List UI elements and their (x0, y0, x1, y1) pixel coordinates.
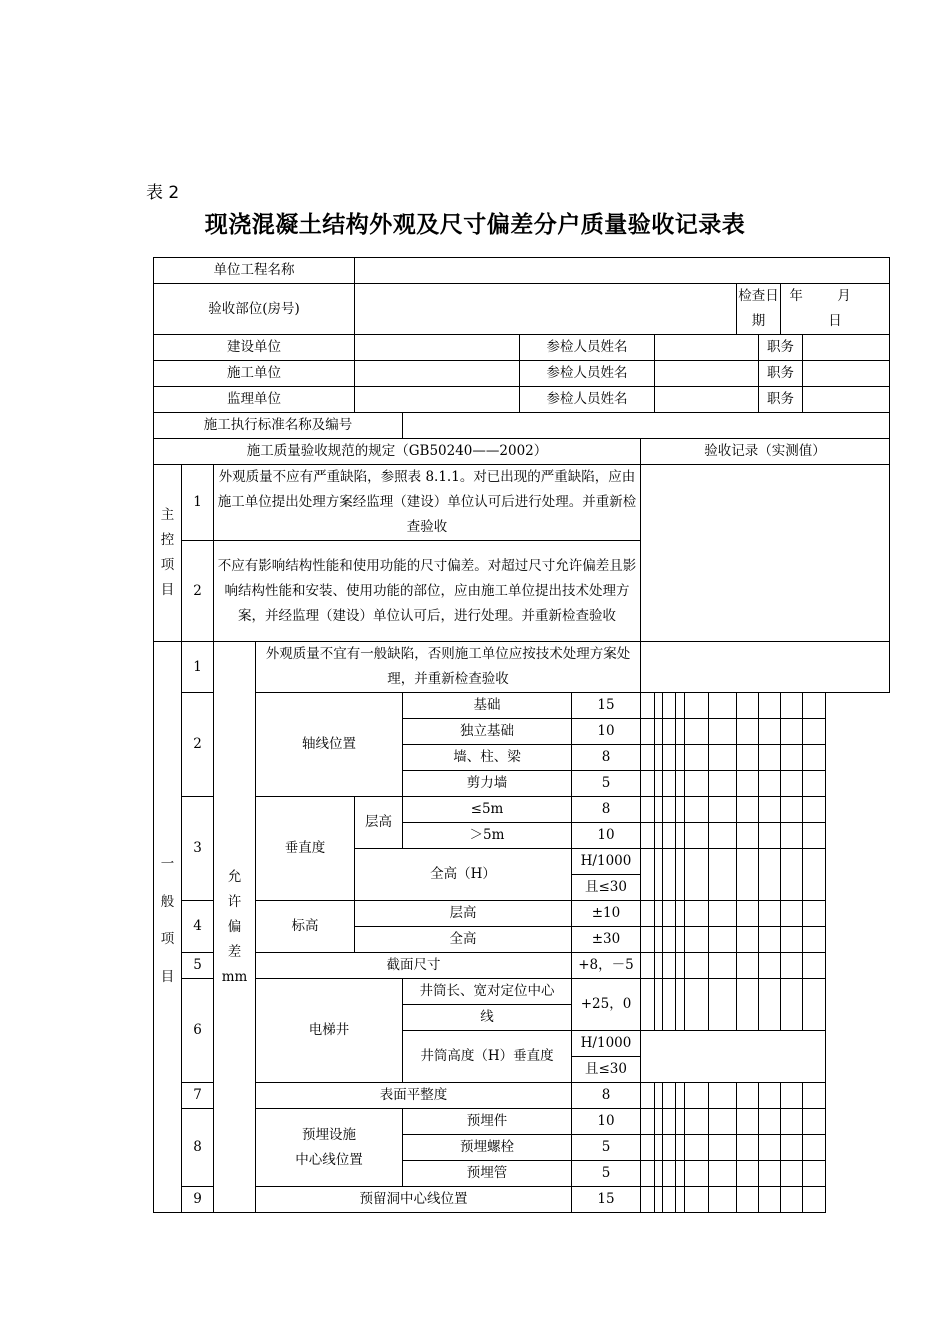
measure-cell[interactable] (737, 719, 759, 745)
verticality-label: 垂直度 (256, 797, 355, 901)
measure-cell[interactable] (676, 1187, 685, 1213)
reserved-hole-label: 预留洞中心线位置 (256, 1187, 572, 1213)
measure-cell[interactable] (759, 953, 781, 979)
tolerance-value: ±10 (572, 901, 641, 927)
document-title: 现浇混凝土结构外观及尺寸偏差分户质量验收记录表 (204, 212, 746, 238)
measure-cell[interactable] (737, 849, 759, 901)
tolerance-value: ±30 (572, 927, 641, 953)
measure-cell[interactable] (803, 1109, 826, 1135)
measure-cell[interactable] (685, 719, 709, 745)
measure-cell[interactable] (781, 745, 803, 771)
measure-cell[interactable] (641, 953, 655, 979)
measure-cell[interactable] (663, 927, 676, 953)
measure-cell[interactable] (676, 901, 685, 927)
measure-cell[interactable] (655, 1187, 663, 1213)
measure-cell[interactable] (655, 771, 663, 797)
duty-field[interactable] (803, 361, 890, 387)
measure-cell[interactable] (759, 693, 781, 719)
measure-cell[interactable] (803, 953, 826, 979)
tolerance-value: H/1000 (572, 1031, 641, 1057)
measure-cell[interactable] (737, 901, 759, 927)
measure-cell[interactable] (663, 771, 676, 797)
measure-cell[interactable] (655, 927, 663, 953)
measure-cell[interactable] (663, 1083, 676, 1109)
measure-cell[interactable] (655, 1135, 663, 1161)
sub-label: 独立基础 (403, 719, 572, 745)
measure-cell[interactable] (803, 979, 826, 1031)
measure-cell[interactable] (781, 1109, 803, 1135)
accept-part-label: 验收部位(房号) (154, 284, 355, 335)
measure-cell[interactable] (759, 1083, 781, 1109)
sub-label: 墙、柱、梁 (403, 745, 572, 771)
full-height-label: 全高（H） (355, 849, 572, 901)
measure-cell[interactable] (781, 693, 803, 719)
tolerance-value: 10 (572, 719, 641, 745)
unit-project-field[interactable] (355, 258, 890, 284)
measure-cell[interactable] (803, 719, 826, 745)
item-number: 7 (182, 1083, 214, 1109)
measure-cell[interactable] (759, 1109, 781, 1135)
sub-label-continued: 线 (403, 1005, 572, 1031)
measure-cell[interactable] (685, 901, 709, 927)
measure-cell[interactable] (737, 1083, 759, 1109)
measure-cell[interactable] (641, 1161, 655, 1187)
measure-cell[interactable] (663, 823, 676, 849)
measure-cell[interactable] (641, 901, 655, 927)
measure-cell[interactable] (655, 953, 663, 979)
measure-cell[interactable] (737, 771, 759, 797)
measure-cell[interactable] (709, 719, 737, 745)
measure-cell[interactable] (641, 719, 655, 745)
measure-cell[interactable] (663, 1187, 676, 1213)
duty-label: 职务 (759, 335, 803, 361)
check-date-label: 检查日期 (737, 284, 781, 335)
date-month: 月 (837, 288, 851, 304)
measure-cell[interactable] (676, 771, 685, 797)
tolerance-value: 8 (572, 745, 641, 771)
measure-cell[interactable] (709, 823, 737, 849)
tolerance-value: 15 (572, 693, 641, 719)
measure-cell[interactable] (641, 1109, 655, 1135)
item-number: 9 (182, 1187, 214, 1213)
measure-cell[interactable] (737, 927, 759, 953)
measure-cell[interactable] (759, 1187, 781, 1213)
measure-cell[interactable] (663, 979, 676, 1031)
measure-cell[interactable] (663, 901, 676, 927)
tolerance-label: 允 许 偏 差 mm (214, 642, 256, 1213)
measure-cell[interactable] (781, 771, 803, 797)
general-item-1-record[interactable] (641, 642, 890, 693)
general-item-1-text: 外观质量不宜有一般缺陷，否则施工单位应按技术处理方案处理，并重新检查验收 (256, 642, 641, 693)
spec-header: 施工质量验收规范的规定（GB50240——2002） (154, 439, 641, 465)
duty-field[interactable] (803, 335, 890, 361)
measure-cell[interactable] (709, 901, 737, 927)
measure-cell[interactable] (781, 823, 803, 849)
accept-part-field[interactable] (355, 284, 737, 335)
measure-cell[interactable] (803, 1083, 826, 1109)
sub-label: 预埋管 (403, 1161, 572, 1187)
measure-cell[interactable] (655, 901, 663, 927)
tolerance-value: 且≤30 (572, 1057, 641, 1083)
elevation-label: 标高 (256, 901, 355, 953)
axis-position-label: 轴线位置 (256, 693, 403, 797)
measure-cell[interactable] (641, 797, 655, 823)
measure-cell[interactable] (685, 979, 709, 1031)
measure-cell[interactable] (803, 693, 826, 719)
measure-cell[interactable] (737, 953, 759, 979)
general-group-label: 一 般 项 目 (154, 642, 182, 1213)
builder-unit-label: 施工单位 (154, 361, 355, 387)
measure-cell[interactable] (655, 849, 663, 901)
measure-cell[interactable] (641, 849, 655, 901)
sub-label: 剪力墙 (403, 771, 572, 797)
measure-cell[interactable] (685, 927, 709, 953)
standard-field[interactable] (403, 413, 890, 439)
tolerance-value: 10 (572, 823, 641, 849)
item-number: 8 (182, 1109, 214, 1187)
measure-cell[interactable] (709, 979, 737, 1031)
measure-cell[interactable] (781, 849, 803, 901)
date-day: 日 (828, 313, 842, 329)
measure-cell[interactable] (709, 745, 737, 771)
measure-cell[interactable] (685, 693, 709, 719)
sub-label: 层高 (355, 901, 572, 927)
measure-cell[interactable] (781, 953, 803, 979)
measure-cell[interactable] (737, 1187, 759, 1213)
measure-cell[interactable] (759, 797, 781, 823)
measure-cell-merged[interactable] (641, 1031, 826, 1083)
measure-cell[interactable] (803, 849, 826, 901)
measure-cell[interactable] (685, 745, 709, 771)
measure-cell[interactable] (676, 953, 685, 979)
sub-label: 全高 (355, 927, 572, 953)
measure-cell[interactable] (641, 693, 655, 719)
measure-cell[interactable] (709, 953, 737, 979)
measure-cell[interactable] (759, 771, 781, 797)
measure-cell[interactable] (663, 1109, 676, 1135)
embedded-facility-label: 预埋设施 中心线位置 (256, 1109, 403, 1187)
measure-cell[interactable] (676, 1161, 685, 1187)
measure-cell[interactable] (663, 719, 676, 745)
measure-cell[interactable] (676, 823, 685, 849)
tolerance-value: +8，－5 (572, 953, 641, 979)
item-number: 5 (182, 953, 214, 979)
item-number: 2 (182, 541, 214, 642)
measure-cell[interactable] (641, 771, 655, 797)
measure-cell[interactable] (641, 823, 655, 849)
main-items-record-field[interactable] (641, 465, 890, 642)
measure-cell[interactable] (709, 849, 737, 901)
construction-unit-field[interactable] (355, 335, 520, 361)
record-header: 验收记录（实测值） (641, 439, 890, 465)
tolerance-value: 15 (572, 1187, 641, 1213)
inspector-name-field[interactable] (655, 361, 759, 387)
measure-cell[interactable] (641, 1135, 655, 1161)
measure-cell[interactable] (676, 797, 685, 823)
measure-cell[interactable] (737, 1161, 759, 1187)
inspector-name-field[interactable] (655, 387, 759, 413)
measure-cell[interactable] (803, 823, 826, 849)
measure-cell[interactable] (663, 849, 676, 901)
measure-cell[interactable] (663, 745, 676, 771)
measure-cell[interactable] (781, 1083, 803, 1109)
measure-cell[interactable] (655, 719, 663, 745)
measure-cell[interactable] (759, 849, 781, 901)
measure-cell[interactable] (685, 1109, 709, 1135)
measure-cell[interactable] (709, 1083, 737, 1109)
tolerance-value: 8 (572, 1083, 641, 1109)
item-number: 2 (182, 693, 214, 797)
builder-unit-field[interactable] (355, 361, 520, 387)
item-number: 1 (182, 642, 214, 693)
construction-unit-label: 建设单位 (154, 335, 355, 361)
measure-cell[interactable] (803, 745, 826, 771)
measure-cell[interactable] (685, 1083, 709, 1109)
measure-cell[interactable] (676, 1109, 685, 1135)
measure-cell[interactable] (709, 1161, 737, 1187)
measure-cell[interactable] (655, 823, 663, 849)
measure-cell[interactable] (655, 1083, 663, 1109)
measure-cell[interactable] (737, 1135, 759, 1161)
measure-cell[interactable] (676, 979, 685, 1031)
duty-label: 职务 (759, 387, 803, 413)
measure-cell[interactable] (663, 693, 676, 719)
measure-cell[interactable] (759, 1135, 781, 1161)
measure-cell[interactable] (641, 745, 655, 771)
item-number: 1 (182, 465, 214, 541)
measure-cell[interactable] (709, 1135, 737, 1161)
section-size-label: 截面尺寸 (256, 953, 572, 979)
measure-cell[interactable] (759, 901, 781, 927)
measure-cell[interactable] (676, 693, 685, 719)
measure-cell[interactable] (685, 953, 709, 979)
measure-cell[interactable] (759, 719, 781, 745)
inspector-name-field[interactable] (655, 335, 759, 361)
measure-cell[interactable] (685, 849, 709, 901)
measure-cell[interactable] (655, 1109, 663, 1135)
measure-cell[interactable] (781, 1187, 803, 1213)
tolerance-value: 且≤30 (572, 875, 641, 901)
measure-cell[interactable] (737, 979, 759, 1031)
measure-cell[interactable] (737, 1109, 759, 1135)
table-number-label: 表 2 (146, 183, 180, 203)
measure-cell[interactable] (655, 1161, 663, 1187)
measure-cell[interactable] (663, 1135, 676, 1161)
measure-cell[interactable] (781, 719, 803, 745)
measure-cell[interactable] (737, 693, 759, 719)
measure-cell[interactable] (759, 927, 781, 953)
measure-cell[interactable] (641, 1187, 655, 1213)
measure-cell[interactable] (685, 797, 709, 823)
measure-cell[interactable] (685, 1187, 709, 1213)
main-item-2-text: 不应有影响结构性能和使用功能的尺寸偏差。对超过尺寸允许偏差且影响结构性能和安装、使用功能的部位，应由施工单位提出技术处理方案，并经监理（建设）单位认可后，进行处理。并重新检查验收 (214, 541, 641, 642)
sub-label: 井筒长、宽对定位中心 (403, 979, 572, 1005)
elevator-shaft-label: 电梯井 (256, 979, 403, 1083)
measure-cell[interactable] (685, 1135, 709, 1161)
measure-cell[interactable] (803, 1187, 826, 1213)
measure-cell[interactable] (709, 693, 737, 719)
measure-cell[interactable] (663, 797, 676, 823)
measure-cell[interactable] (781, 797, 803, 823)
measure-cell[interactable] (655, 979, 663, 1031)
measure-cell[interactable] (709, 1187, 737, 1213)
sub-label: ≤5m (403, 797, 572, 823)
check-date-field[interactable] (781, 284, 890, 335)
measure-cell[interactable] (737, 745, 759, 771)
measure-cell[interactable] (663, 953, 676, 979)
measure-cell[interactable] (737, 797, 759, 823)
measure-cell[interactable] (676, 927, 685, 953)
measure-cell[interactable] (709, 927, 737, 953)
measure-cell[interactable] (685, 1161, 709, 1187)
unit-project-label: 单位工程名称 (154, 258, 355, 284)
measure-cell[interactable] (781, 1161, 803, 1187)
acceptance-record-table (153, 257, 890, 1213)
inspector-name-label: 参检人员姓名 (520, 387, 655, 413)
measure-cell[interactable] (803, 797, 826, 823)
measure-cell[interactable] (709, 771, 737, 797)
main-control-group-label: 主 控 项 目 (154, 465, 182, 642)
measure-cell[interactable] (759, 745, 781, 771)
supervision-unit-field[interactable] (355, 387, 520, 413)
tolerance-value: H/1000 (572, 849, 641, 875)
measure-cell[interactable] (709, 1109, 737, 1135)
tolerance-value: +25，0 (572, 979, 641, 1031)
measure-cell[interactable] (781, 901, 803, 927)
standard-label: 施工执行标准名称及编号 (154, 413, 403, 439)
sub-label: 井筒高度（H）垂直度 (403, 1031, 572, 1083)
measure-cell[interactable] (663, 1161, 676, 1187)
item-number: 3 (182, 797, 214, 901)
item-number: 6 (182, 979, 214, 1083)
sub-label: 预埋件 (403, 1109, 572, 1135)
supervision-unit-label: 监理单位 (154, 387, 355, 413)
tolerance-value: 5 (572, 1161, 641, 1187)
measure-cell[interactable] (803, 927, 826, 953)
measure-cell[interactable] (676, 849, 685, 901)
measure-cell[interactable] (803, 1135, 826, 1161)
measure-cell[interactable] (655, 693, 663, 719)
tolerance-value: 5 (572, 771, 641, 797)
measure-cell[interactable] (655, 797, 663, 823)
measure-cell[interactable] (781, 1135, 803, 1161)
measure-cell[interactable] (641, 979, 655, 1031)
item-number: 4 (182, 901, 214, 953)
measure-cell[interactable] (737, 823, 759, 849)
date-year: 年 (789, 288, 803, 304)
sub-label: 预埋螺栓 (403, 1135, 572, 1161)
measure-cell[interactable] (803, 1161, 826, 1187)
tolerance-value: 10 (572, 1109, 641, 1135)
surface-flatness-label: 表面平整度 (256, 1083, 572, 1109)
measure-cell[interactable] (676, 1135, 685, 1161)
sub-label: 基础 (403, 693, 572, 719)
measure-cell[interactable] (709, 797, 737, 823)
measure-cell[interactable] (685, 771, 709, 797)
measure-cell[interactable] (803, 901, 826, 927)
floor-height-label: 层高 (355, 797, 403, 849)
sub-label: ＞5m (403, 823, 572, 849)
measure-cell[interactable] (759, 1161, 781, 1187)
duty-field[interactable] (803, 387, 890, 413)
main-item-1-text: 外观质量不应有严重缺陷，参照表 8.1.1。对已出现的严重缺陷，应由施工单位提出处理方案经监理（建设）单位认可后进行处理。并重新检查验收 (214, 465, 641, 541)
measure-cell[interactable] (676, 1083, 685, 1109)
inspector-name-label: 参检人员姓名 (520, 361, 655, 387)
measure-cell[interactable] (781, 927, 803, 953)
measure-cell[interactable] (685, 823, 709, 849)
tolerance-value: 8 (572, 797, 641, 823)
measure-cell[interactable] (641, 1083, 655, 1109)
measure-cell[interactable] (641, 927, 655, 953)
inspector-name-label: 参检人员姓名 (520, 335, 655, 361)
measure-cell[interactable] (759, 979, 781, 1031)
measure-cell[interactable] (803, 771, 826, 797)
tolerance-value: 5 (572, 1135, 641, 1161)
measure-cell[interactable] (781, 979, 803, 1031)
duty-label: 职务 (759, 361, 803, 387)
measure-cell[interactable] (759, 823, 781, 849)
measure-cell[interactable] (655, 745, 663, 771)
measure-cell[interactable] (676, 745, 685, 771)
measure-cell[interactable] (676, 719, 685, 745)
